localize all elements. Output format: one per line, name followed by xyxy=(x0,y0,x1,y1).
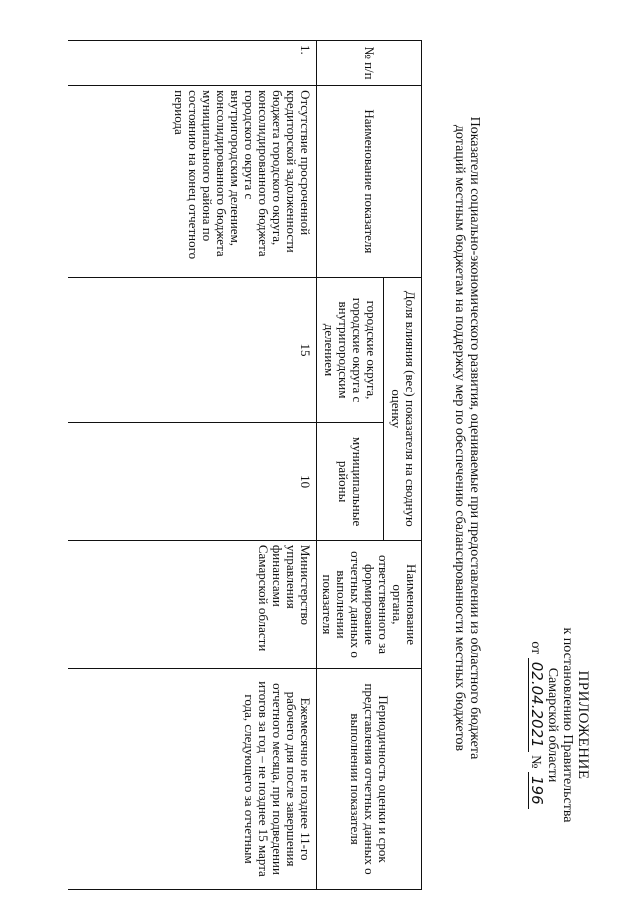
cell-num: 1. xyxy=(68,41,317,86)
cell-name: Отсутствие просроченной кредиторской задолженности бюджета городского округа, консолидированного бюджета городского округа с внутригородским делением, консолидированного бюджета муниципального района по состоянию на конец отчетного периода xyxy=(68,86,317,278)
header-weight: Доля влияния (вес) показателя на сводную оценку xyxy=(384,277,422,540)
header-period: Периодичность оценки и срок представления отчетных данных о выполнении показателя xyxy=(317,669,422,890)
cell-period: Ежемесячно не позднее 11-го рабочего дня после завершения отчетного месяца, при подведении итогов за год – не позднее 15 марта года, следующего за отчетным xyxy=(68,669,317,890)
appendix-line-1: к постановлению Правительства xyxy=(560,627,575,823)
header-org: Наименование органа, ответственного за формирование отчетных данных о выполнении показателя xyxy=(317,540,422,668)
appendix-title: ПРИЛОЖЕНИЕ xyxy=(575,670,591,780)
document-heading xyxy=(452,88,482,788)
header-num: № п/п xyxy=(317,41,422,86)
header-name: Наименование показателя xyxy=(317,86,422,278)
header-weight-districts: муниципальные районы xyxy=(317,423,385,540)
cell-weight-districts: 10 xyxy=(68,423,317,540)
appendix-block xyxy=(528,605,590,845)
heading-line-1: Показатели социально-экономического развития, оцениваемые при предоставлении из областного бюджета xyxy=(467,116,482,760)
cell-weight-urban: 15 xyxy=(68,277,317,423)
number-prefix: № xyxy=(528,755,543,769)
appendix-dateline xyxy=(528,605,544,845)
date-prefix: от xyxy=(528,641,543,655)
handwritten-number: 196 xyxy=(528,772,544,809)
header-weight-urban: городские округа, городские округа с внутригородским делением xyxy=(317,277,385,423)
heading-line-2: дотаций местным бюджетам на поддержку мер по обеспечению сбалансированности местных бюджетов xyxy=(452,124,467,752)
cell-org: Министерство управления финансами Самарской области xyxy=(68,540,317,668)
indicators-table xyxy=(68,40,422,890)
appendix-line-2: Самарской области xyxy=(545,667,560,783)
handwritten-date: 02.04.2021 xyxy=(528,658,544,752)
table-row xyxy=(68,41,317,890)
